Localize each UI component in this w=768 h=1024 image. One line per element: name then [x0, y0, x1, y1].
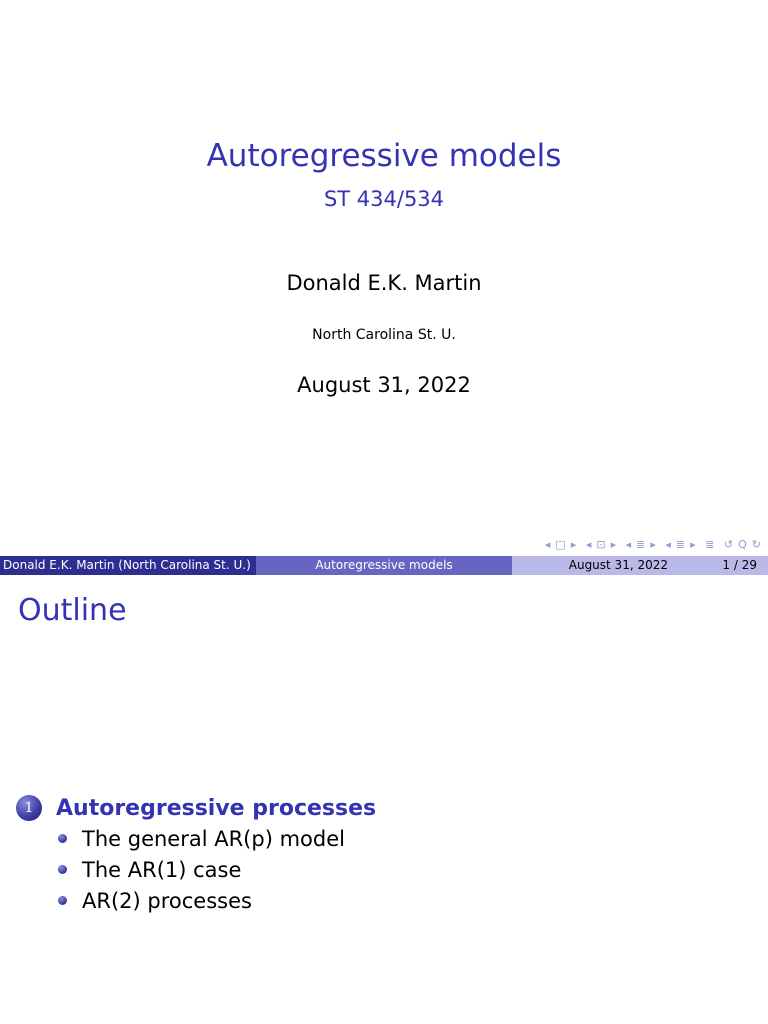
author-name: Donald E.K. Martin [286, 271, 482, 295]
toc-subsection-item[interactable] [58, 885, 345, 916]
footer-page-number: 1 / 29 [722, 558, 757, 572]
bullet-icon [58, 896, 67, 905]
nav-forward-icon[interactable]: ↻ [751, 538, 762, 551]
nav-slide-icon[interactable]: □ [555, 538, 567, 551]
bullet-icon [58, 834, 67, 843]
nav-subsection-icon[interactable]: ≣ [636, 538, 647, 551]
presentation-title: Autoregressive models [206, 138, 562, 174]
nav-prev-slide-icon[interactable]: ◂ [544, 538, 552, 551]
footer-date: August 31, 2022 [568, 558, 668, 572]
section-label[interactable]: Autoregressive processes [56, 795, 377, 821]
nav-document-icon[interactable]: ≣ [705, 538, 716, 551]
section-number-ball-icon: 1 [16, 795, 42, 821]
nav-search-icon[interactable]: Q [738, 538, 748, 551]
nav-next-slide-icon[interactable]: ▸ [570, 538, 578, 551]
bullet-icon [58, 865, 67, 874]
nav-prev-frame-icon[interactable]: ◂ [585, 538, 593, 551]
subsection-label[interactable]: The general AR(p) model [82, 826, 345, 851]
subsection-label[interactable]: The AR(1) case [82, 857, 242, 882]
frame-title: Outline [18, 593, 127, 628]
nav-next-section-icon[interactable]: ▸ [690, 538, 697, 551]
nav-back-icon[interactable]: ↺ [723, 538, 735, 551]
footer-date-page [512, 556, 768, 575]
toc-subsection-list [58, 823, 345, 916]
nav-prev-subsection-icon[interactable]: ◂ [625, 538, 633, 551]
institute-name: North Carolina St. U. [312, 327, 456, 343]
presentation-subtitle: ST 434/534 [323, 187, 445, 211]
beamer-navigation-symbols[interactable] [541, 538, 762, 551]
subsection-label[interactable]: AR(2) processes [82, 888, 252, 913]
nav-frame-icon[interactable]: ⊡ [596, 538, 607, 551]
nav-section-icon[interactable]: ≣ [675, 538, 687, 551]
toc-subsection-item[interactable] [58, 823, 345, 854]
presentation-date: August 31, 2022 [297, 373, 471, 397]
footline [0, 556, 768, 575]
outline-slide [0, 576, 768, 1024]
nav-prev-section-icon[interactable]: ◂ [665, 538, 672, 551]
footer-short-title: Autoregressive models [256, 556, 512, 575]
toc-subsection-item[interactable] [58, 854, 345, 885]
nav-next-subsection-icon[interactable]: ▸ [650, 538, 657, 551]
toc-section[interactable] [16, 793, 376, 823]
footer-author-institute: Donald E.K. Martin (North Carolina St. U.) [0, 556, 256, 575]
nav-next-frame-icon[interactable]: ▸ [610, 538, 618, 551]
